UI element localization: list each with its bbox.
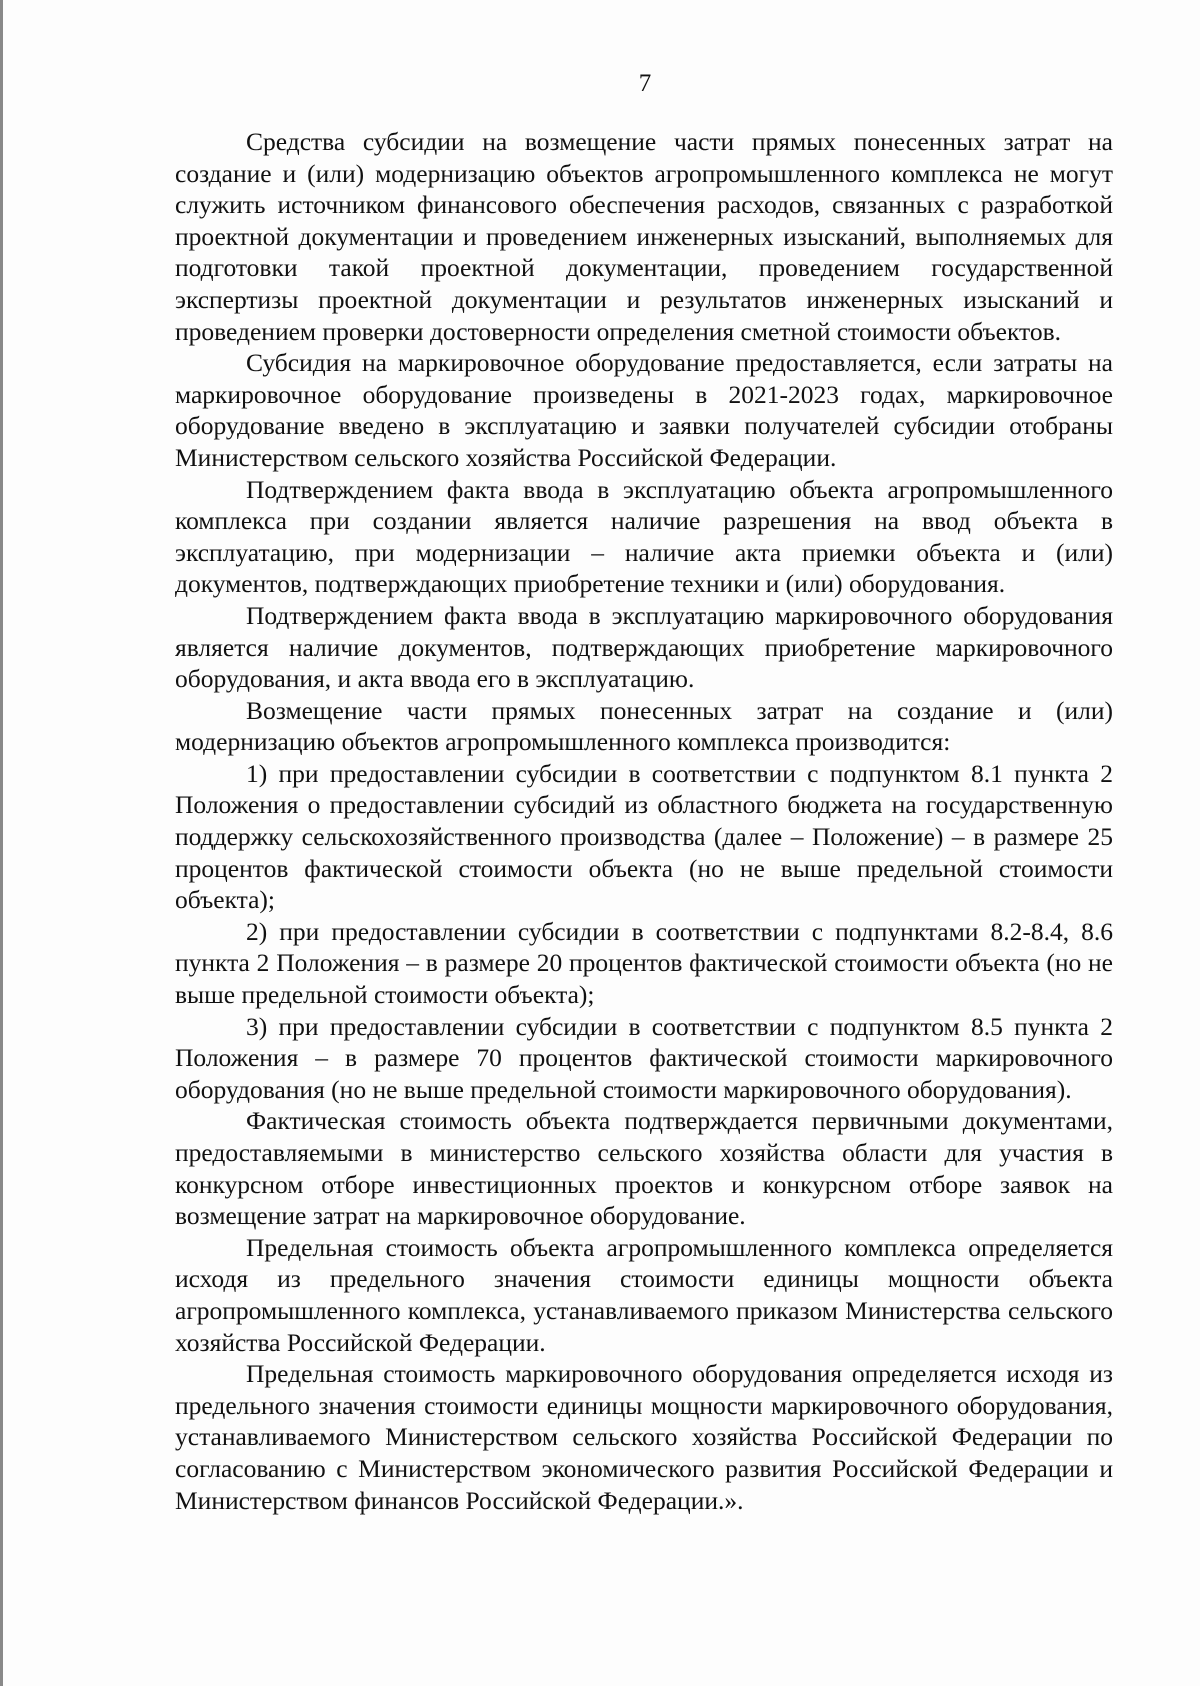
paragraph: Подтверждением факта ввода в эксплуатацию маркировочного оборудования является наличие документов, подтверждающих приобретение маркировочного оборудования, и акта ввода его в эксплуатацию. — [175, 600, 1113, 694]
paragraph: Средства субсидии на возмещение части прямых понесенных затрат на создание и (или) модернизацию объектов агропромышленного комплекса не могут служить источником финансового обеспечения расходов, связанных с разработкой проектной документации и проведением инженерных изысканий, выполняемых для подготовки такой проектной документации, проведением государственной экспертизы проектной документации и результатов инженерных изысканий и проведением проверки достоверности определения сметной стоимости объектов. — [175, 127, 1113, 346]
page-number: 7 — [638, 70, 652, 97]
list-item: 3) при предоставлении субсидии в соответствии с подпунктом 8.5 пункта 2 Положения – в размере 70 процентов фактической стоимости маркировочного оборудования (но не выше предельной стоимости маркировочного оборудования). — [175, 1011, 1113, 1104]
document-body — [175, 126, 1113, 1516]
paragraph: Подтверждением факта ввода в эксплуатацию объекта агропромышленного комплекса при создании является наличие разрешения на ввод объекта в эксплуатацию, при модернизации – наличие акта приемки объекта и (или) документов, подтверждающих приобретение техники и (или) оборудования. — [175, 474, 1113, 599]
list-item: 2) при предоставлении субсидии в соответствии с подпунктами 8.2-8.4, 8.6 пункта 2 Положения – в размере 20 процентов фактической стоимости объекта (но не выше предельной стоимости объекта); — [175, 916, 1113, 1010]
paragraph: Возмещение части прямых понесенных затрат на создание и (или) модернизацию объектов агропромышленного комплекса производится: — [175, 695, 1113, 757]
paragraph: Фактическая стоимость объекта подтверждается первичными документами, предоставляемыми в министерство сельского хозяйства области для участия в конкурсном отборе инвестиционных проектов и конкурсном отборе заявок на возмещение затрат на маркировочное оборудование. — [175, 1106, 1113, 1231]
scan-edge — [0, 0, 3, 1686]
paragraph: Предельная стоимость объекта агропромышленного комплекса определяется исходя из предельного значения стоимости единицы мощности объекта агропромышленного комплекса, устанавливаемого приказом Министерства сельского хозяйства Российской Федерации. — [175, 1232, 1113, 1357]
paragraph: Субсидия на маркировочное оборудование предоставляется, если затраты на маркировочное оборудование произведены в 2021-2023 годах, маркировочное оборудование введено в эксплуатацию и заявки получателей субсидии отобраны Министерством сельского хозяйства Российской Федерации. — [175, 348, 1113, 472]
paragraph: Предельная стоимость маркировочного оборудования определяется исходя из предельного значения стоимости единицы мощности маркировочного оборудования, устанавливаемого Министерством сельского хозяйства Российской Федерации по согласованию с Министерством экономического развития Российской Федерации и Министерством финансов Российской Федерации.». — [175, 1359, 1113, 1515]
list-item: 1) при предоставлении субсидии в соответствии с подпунктом 8.1 пункта 2 Положения о предоставлении субсидий из областного бюджета на государственную поддержку сельскохозяйственного производства (далее – Положение) – в размере 25 процентов фактической стоимости объекта (но не выше предельной стоимости объекта); — [175, 758, 1113, 915]
